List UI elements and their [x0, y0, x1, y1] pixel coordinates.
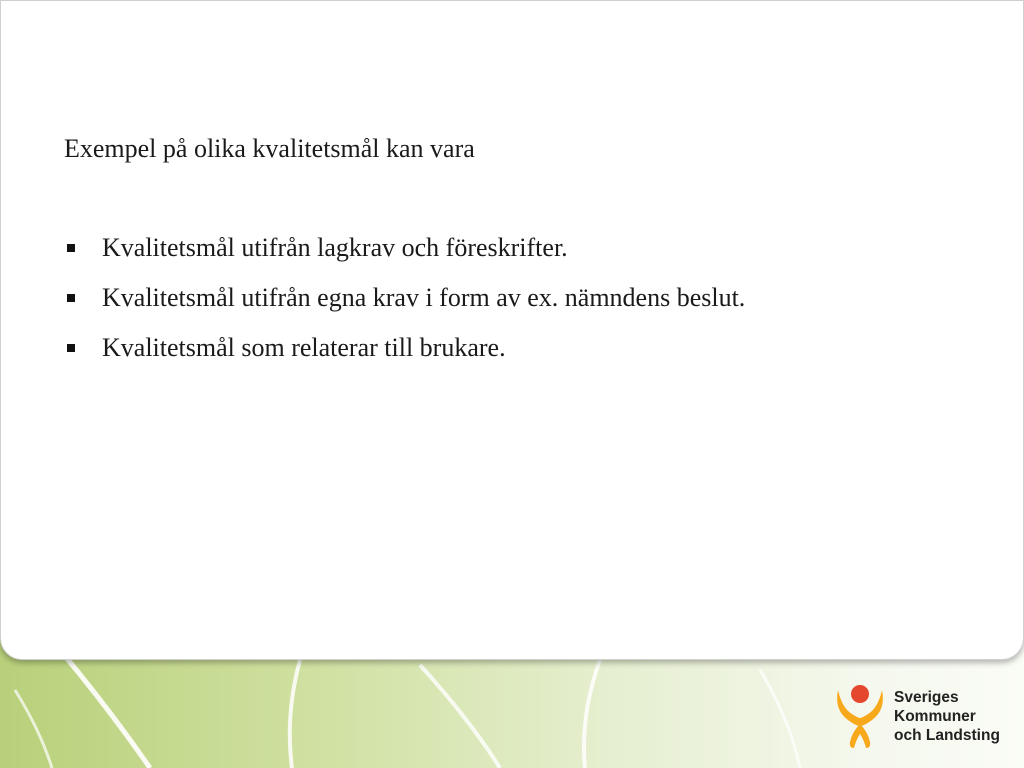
skl-logo	[832, 680, 1012, 752]
logo-line: och Landsting	[894, 727, 1000, 744]
intro-text: Exempel på olika kvalitetsmål kan vara	[64, 134, 475, 163]
bullet-list	[64, 231, 745, 381]
skl-figure-logo-icon	[832, 680, 888, 752]
list-item	[64, 281, 745, 331]
bullet-text: Kvalitetsmål utifrån egna krav i form av ex. nämndens beslut.	[102, 283, 746, 312]
list-item	[64, 231, 745, 281]
list-item	[64, 331, 745, 381]
bullet-text: Kvalitetsmål utifrån lagkrav och föreskrifter.	[102, 233, 568, 262]
square-bullet-icon	[67, 344, 75, 352]
square-bullet-icon	[67, 244, 75, 252]
logo-wordmark	[894, 688, 1000, 745]
square-bullet-icon	[67, 294, 75, 302]
logo-line: Sveriges	[894, 689, 959, 706]
bullet-text: Kvalitetsmål som relaterar till brukare.	[102, 333, 506, 362]
logo-line: Kommuner	[894, 708, 976, 725]
